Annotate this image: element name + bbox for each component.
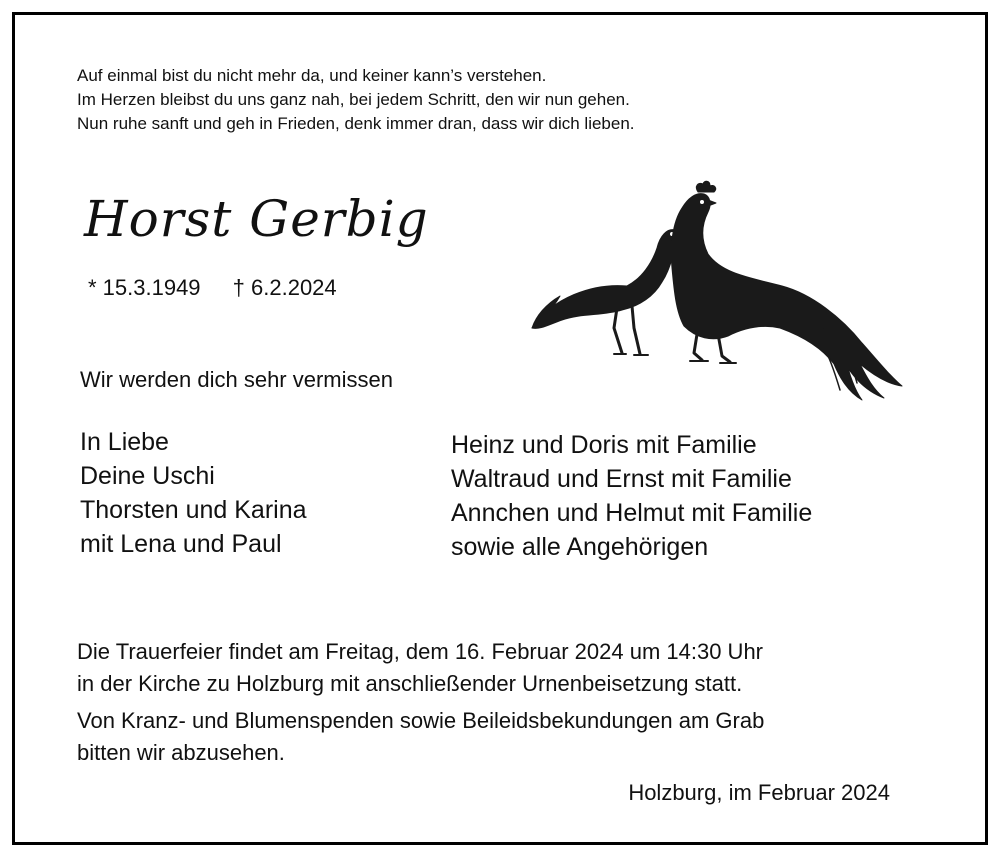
donation-note <box>77 705 764 769</box>
poem <box>77 64 635 136</box>
farewell-message: Wir werden dich sehr vermissen <box>80 367 393 392</box>
rooster-hen-icon <box>522 178 912 403</box>
service-line: in der Kirche zu Holzburg mit anschließender Urnenbeisetzung statt. <box>77 671 743 696</box>
mourner-line: mit Lena und Paul <box>80 530 282 558</box>
life-dates <box>88 275 337 301</box>
mourners-right <box>451 428 812 564</box>
mourner-line: Thorsten und Karina <box>80 496 307 524</box>
mourner-line: Waltraud und Ernst mit Familie <box>451 465 792 493</box>
service-line: Die Trauerfeier findet am Freitag, dem 16. Februar 2024 um 14:30 Uhr <box>77 639 764 664</box>
place-date: Holzburg, im Februar 2024 <box>628 780 890 805</box>
funeral-service-info <box>77 636 763 700</box>
deceased-name: Horst Gerbig <box>84 190 429 248</box>
death-date: † 6.2.2024 <box>232 275 337 300</box>
poem-line: Im Herzen bleibst du uns ganz nah, bei jedem Schritt, den wir nun gehen. <box>77 90 630 109</box>
donation-line: bitten wir abzusehen. <box>77 740 285 765</box>
donation-line: Von Kranz- und Blumenspenden sowie Beileidsbekundungen am Grab <box>77 708 765 733</box>
mourner-line: sowie alle Angehörigen <box>451 533 709 561</box>
mourner-line: Annchen und Helmut mit Familie <box>451 499 813 527</box>
mourner-line: Heinz und Doris mit Familie <box>451 431 757 459</box>
mourner-line: Deine Uschi <box>80 462 215 490</box>
birth-date: * 15.3.1949 <box>88 275 201 300</box>
mourner-line: In Liebe <box>80 428 169 456</box>
poem-line: Auf einmal bist du nicht mehr da, und keiner kann’s verstehen. <box>77 66 547 85</box>
mourners-left <box>80 425 307 561</box>
poem-line: Nun ruhe sanft und geh in Frieden, denk immer dran, dass wir dich lieben. <box>77 114 635 133</box>
